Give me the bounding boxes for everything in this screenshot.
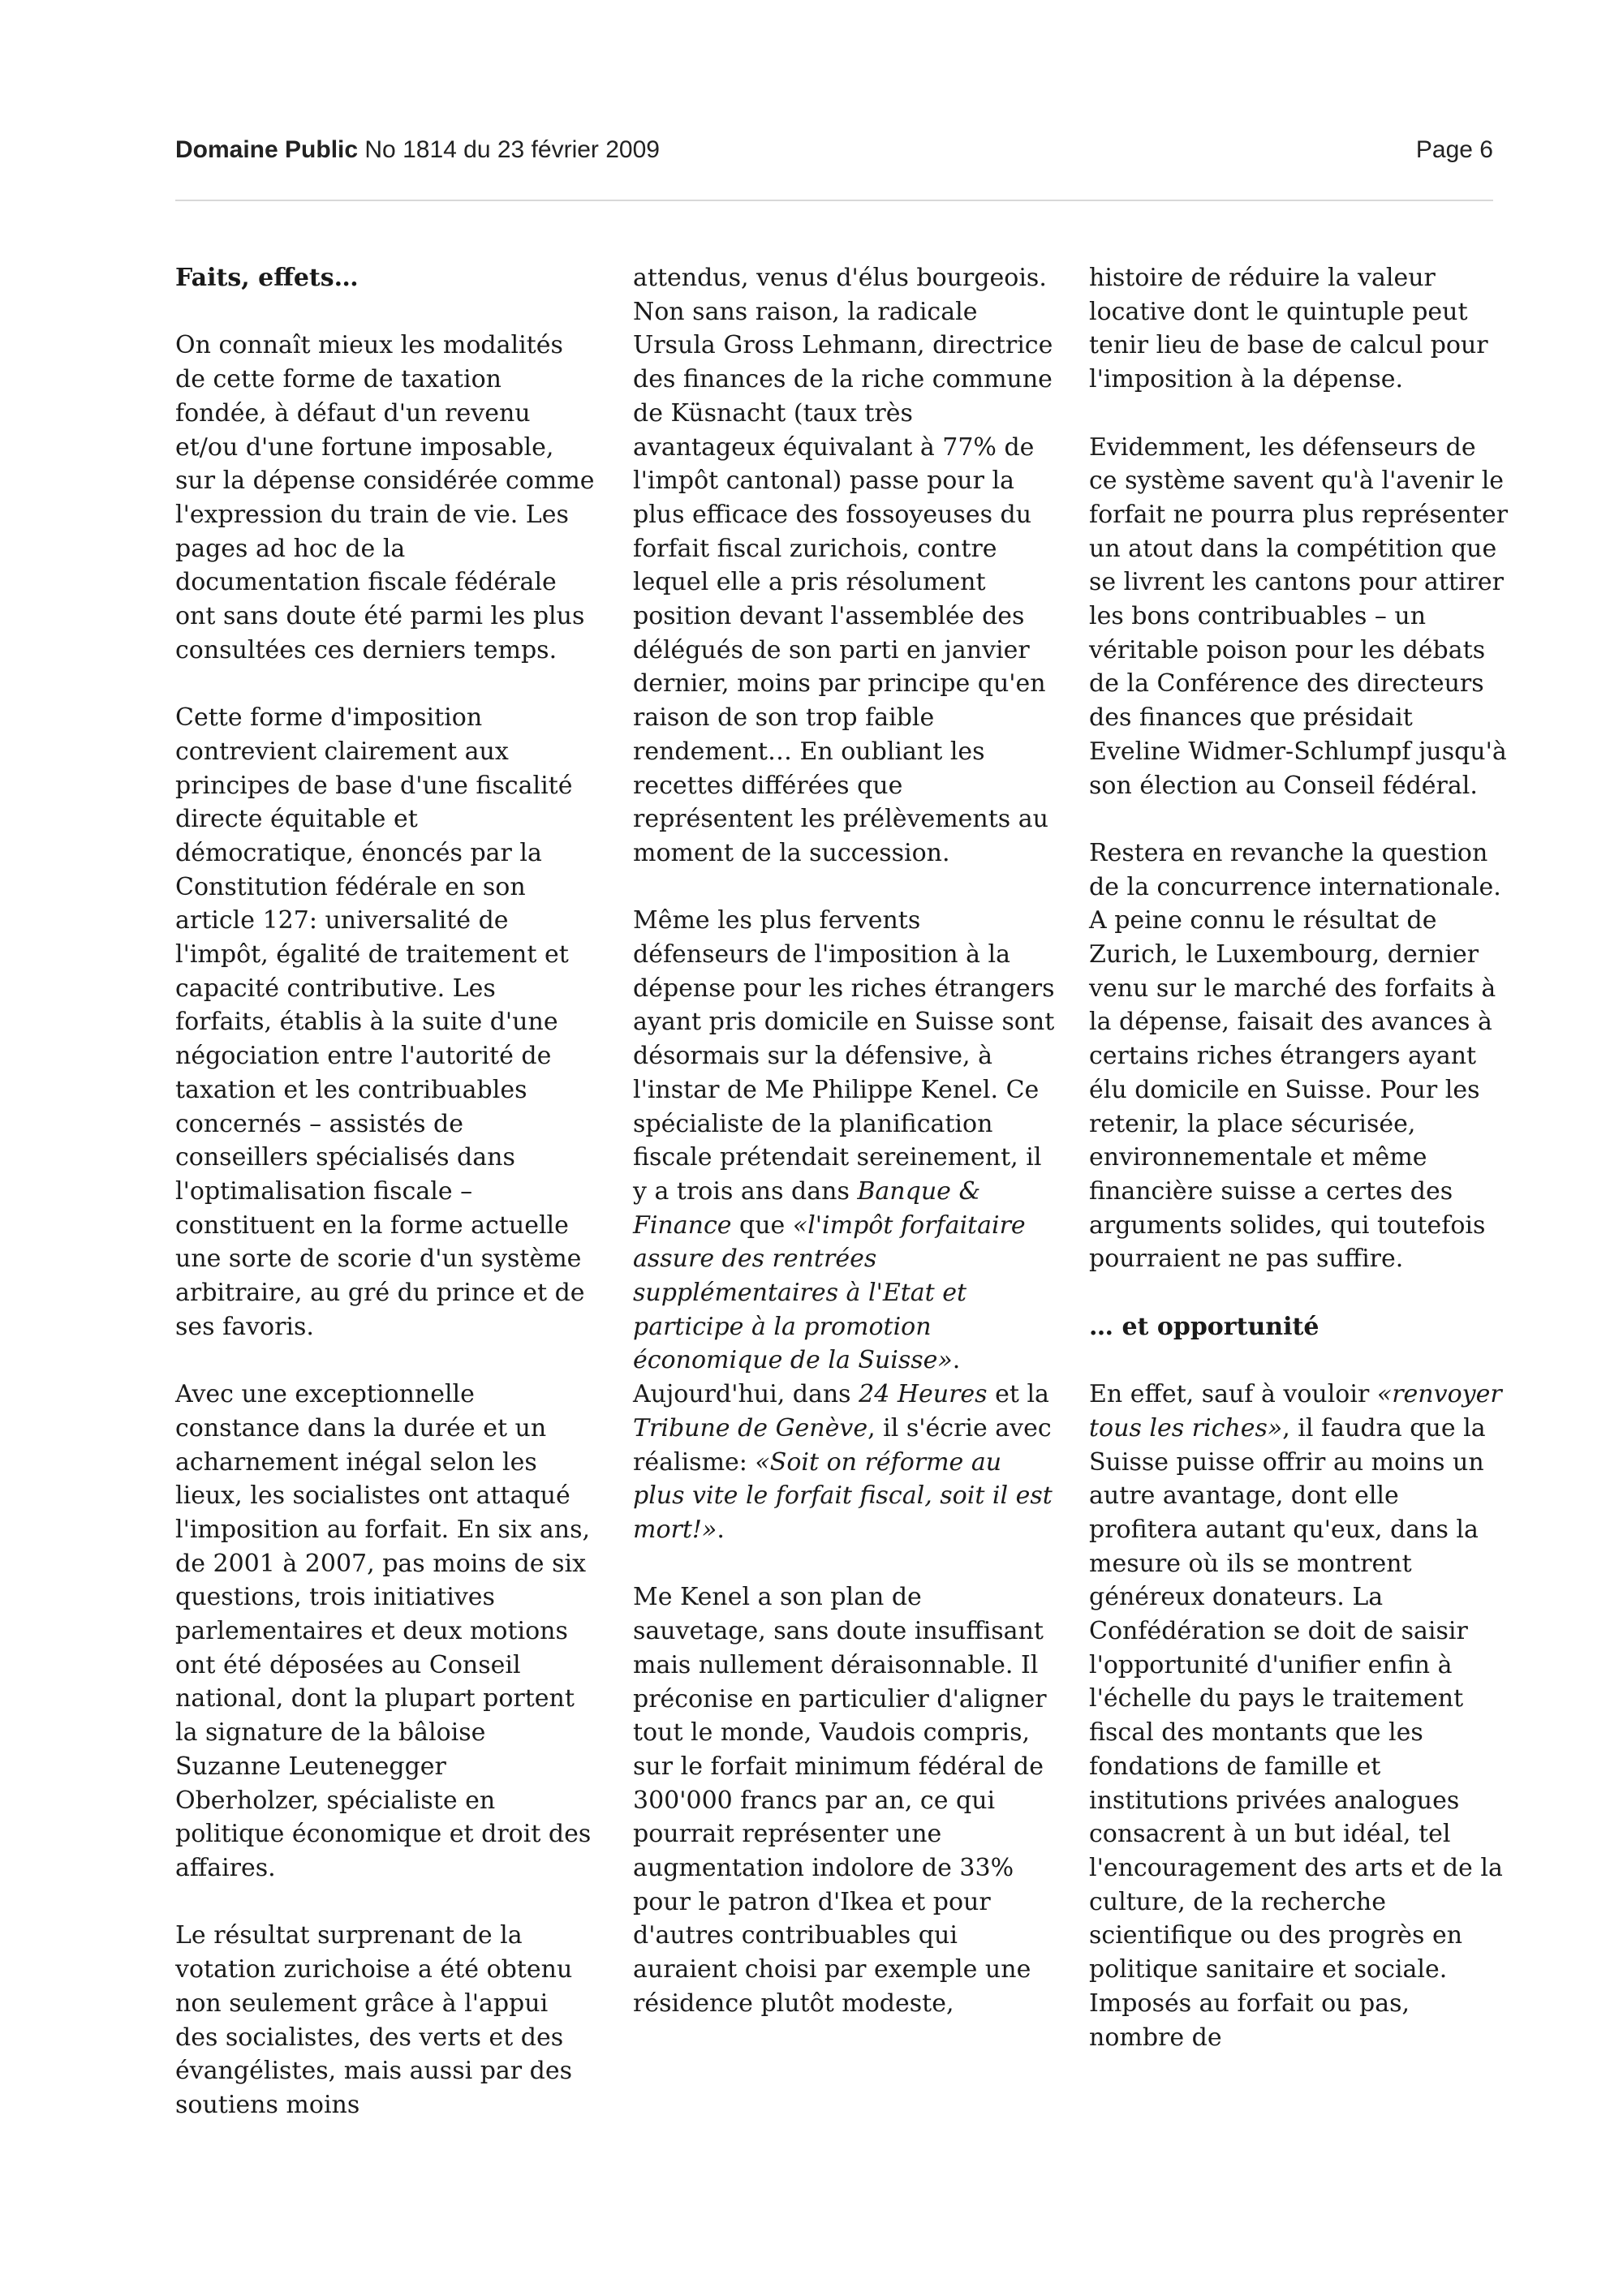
text-run: En effet, sauf à vouloir <box>1089 1380 1377 1409</box>
page-header <box>175 136 1493 172</box>
publication-title: Domaine Public <box>175 136 359 163</box>
text-run: Même les plus fervents défenseurs de l'imposition à la dépense pour les riches étrangers ayant pris domicile en Suisse sont désormais sur la défensive, à l'instar de Me Philippe Kenel. Ce spécialiste de la planification fiscale prétendait sereinement, il y a trois ans dans <box>633 906 1055 1206</box>
paragraph <box>633 904 1055 1546</box>
paragraph: attendus, venus d'élus bourgeois. Non sans raison, la radicale Ursula Gross Lehmann, directrice des finances de la riche commune de Küsnacht (taux très avantageux équivalant à 77% de l'impôt cantonal) passe pour la plus efficace des fossoyeuses du forfait fiscal zurichois, contre lequel elle a pris résolument position devant l'assemblée des délégués de son parti en janvier dernier, moins par principe qu'en raison de son trop faible rendement… En oubliant les recettes différées que représentent les prélèvements au moment de la succession. <box>633 264 1053 867</box>
paragraph: Restera en revanche la question de la concurrence internationale. A peine connu le résultat de Zurich, le Luxembourg, dernier venu sur le marché des forfaits à la dépense, faisait des avances à certains riches étrangers ayant élu domicile en Suisse. Pour les retenir, la place sécurisée, environnementale et même financière suisse a certes des arguments solides, qui toutefois pourraient ne pas suffire. <box>1089 838 1501 1274</box>
paragraph: Cette forme d'imposition contrevient clairement aux principes de base d'une fiscalité directe équitable et démocratique, énoncés par la Constitution fédérale en son article 127: universalité de l'impôt, égalité de traitement et capacité contributive. Les forfaits, établis à la suite d'une négociation entre l'autorité de taxation et les contribuables concernés – assistés de conseillers spécialisés dans l'optimalisation fiscale – constituent en la forme actuelle une sorte de scorie d'un système arbitraire, au gré du prince et de ses favoris. <box>175 703 585 1341</box>
section-heading: … et opportunité <box>1089 1312 1319 1341</box>
text-run: . <box>717 1516 725 1544</box>
section-heading: Faits, effets… <box>175 264 359 292</box>
column-3 <box>1089 261 1511 2088</box>
paragraph: Me Kenel a son plan de sauvetage, sans doute insuffisant mais nullement déraisonnable. Il préconise en particulier d'aligner tout le monde, Vaudois compris, sur le forfait minimum fédéral de 300'000 francs par an, ce qui pourrait représenter une augmentation indolore de 33% pour le patron d'Ikea et pour d'autres contribuables qui auraient choisi par exemple une résidence plutôt modeste, <box>633 1583 1047 2018</box>
text-run: . Aujourd'hui, dans <box>633 1346 961 1409</box>
issue-info: No 1814 du 23 février 2009 <box>364 136 660 163</box>
text-run: , il s'écrie avec réalisme: <box>633 1413 1052 1477</box>
column-1 <box>175 261 597 2156</box>
paragraph: On connaît mieux les modalités de cette forme de taxation fondée, à défaut d'un revenu et/ou d'une fortune imposable, sur la dépense considérée comme l'expression du train de vie. Les pages ad hoc de la documentation fiscale fédérale ont sans doute été parmi les plus consultées ces derniers temps. <box>175 331 595 664</box>
text-run: , il faudra que la Suisse puisse offrir au moins un autre avantage, dont elle profitera autant qu'eux, dans la mesure où ils se montrent généreux donateurs. La Confédération se doit de saisir l'opportunité d'unifier enfin à l'échelle du pays le traitement fiscal des montants que les fondations de famille et institutions privées analogues consacrent à un but idéal, tel l'encouragement des arts et de la culture, de la recherche scientifique ou des progrès en politique sanitaire et sociale. Imposés au forfait ou pas, nombre de <box>1089 1413 1503 2052</box>
page-number: Page 6 <box>1415 136 1493 163</box>
quotation: «renvoyer tous les riches» <box>1089 1380 1502 1443</box>
quotation: «l'impôt forfaitaire assure des rentrées supplémentaires à l'Etat et participe à la promotion économique de la Suisse» <box>633 1210 1026 1375</box>
paragraph: Evidemment, les défenseurs de ce système savent qu'à l'avenir le forfait ne pourra plus représenter un atout dans la compétition que se livrent les cantons pour attirer les bons contribuables – un véritable poison pour les débats de la Conférence des directeurs des finances que présidait Eveline Widmer-Schlumpf jusqu'à son élection au Conseil fédéral. <box>1089 432 1509 800</box>
publication-name: Banque & Finance <box>633 1176 981 1240</box>
paragraph: Avec une exceptionnelle constance dans la durée et un acharnement inégal selon les lieux, les socialistes ont attaqué l'imposition au forfait. En six ans, de 2001 à 2007, pas moins de six questions, trois initiatives parlementaires et deux motions ont été déposées au Conseil national, dont la plupart portent la signature de la bâloise Suzanne Leutenegger Oberholzer, spécialiste en politique économique et droit des affaires. <box>175 1380 592 1882</box>
publication-name: Tribune de Genève <box>633 1413 868 1443</box>
text-run: et la <box>987 1380 1049 1409</box>
text-run: que <box>731 1210 793 1240</box>
publication-name: 24 Heures <box>859 1380 988 1409</box>
header-divider <box>175 200 1493 201</box>
paragraph: Le résultat surprenant de la votation zurichoise a été obtenu non seulement grâce à l'appui des socialistes, des verts et des évangélistes, mais aussi par des soutiens moins <box>175 1921 573 2119</box>
quotation: «Soit on réforme au plus vite le forfait fiscal, soit il est mort!» <box>633 1447 1053 1544</box>
paragraph: histoire de réduire la valeur locative dont le quintuple peut tenir lieu de base de calcul pour l'imposition à la dépense. <box>1089 264 1488 394</box>
column-2 <box>633 261 1055 2054</box>
paragraph <box>1089 1378 1511 2054</box>
